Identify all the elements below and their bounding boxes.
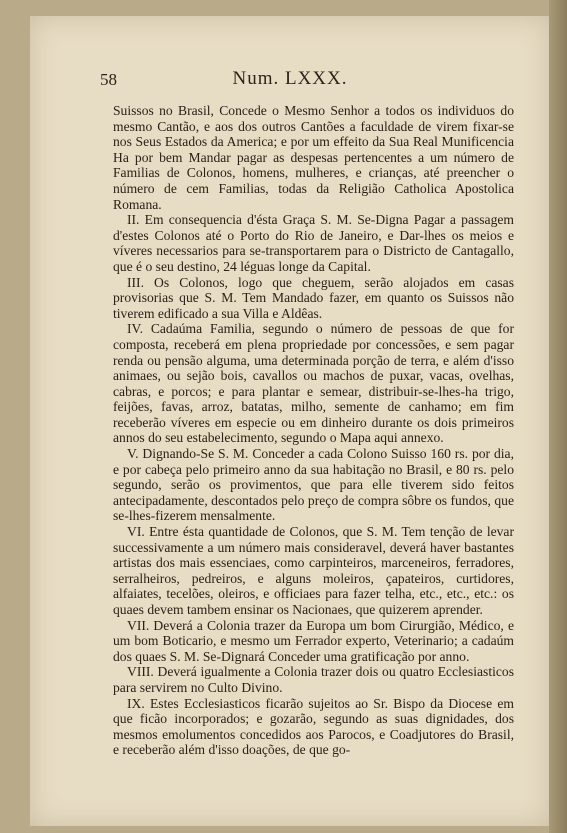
article-ii: II. Em consequencia d'ésta Graça S. M. Se-Digna Pagar a passagem d'estes Colonos até o Porto do Rio de Janeiro, e Dar-lhes os meios e víveres necessarios para se-transportarem para o Districto de Cantagallo, que é o seu destino, 24 léguas longe da Capital. — [113, 212, 514, 274]
running-head: Num. LXXX. — [232, 68, 348, 89]
paragraph-continuation: Suissos no Brasil, Concede o Mesmo Senhor a todos os individuos do mesmo Cantão, e aos dos outros Cantões a faculdade de virem fixar-se nos Seus Estados da America; e por um effeito da Sua Real Munificencia Ha por bem Mandar pagar as despesas pertencentes a um número de Familias de Colonos, homens, mulheres, e crianças, até preencher o número de cem Familias, todas da Religião Catholica Apostolica Romana. — [113, 103, 514, 212]
article-iii: III. Os Colonos, logo que cheguem, serão alojados em casas provisorias que S. M. Tem Mandado fazer, em quanto os Suissos não tiverem edificado a sua Villa e Aldêas. — [113, 274, 514, 321]
binding-gutter — [549, 0, 567, 833]
article-ix: IX. Estes Ecclesiasticos ficarão sujeitos ao Sr. Bispo da Diocese em que ficão incorporados; e gozarão, segundo as suas dignidades, dos mesmos emolumentos concedidos aos Parocos, e Coadjutores do Brasil, e receberão além d'isso doações, de que go- — [113, 695, 514, 758]
article-v: V. Dignando-Se S. M. Conceder a cada Colono Suisso 160 rs. por dia, e por cabeça pelo primeiro anno da sua habitação no Brasil, e 80 rs. pelo segundo, serão os provimentos, que para elle tiverem sido feitos antecipadamente, descontados pelo preço de compra sôbre os fundos, que se-lhes-fizerem mensalmente. — [113, 446, 514, 524]
page-number: 58 — [100, 70, 117, 89]
article-iv: IV. Cadaúma Familia, segundo o número de pessoas de que for composta, receberá em plena propriedade por concessões, e sem pagar renda ou pensão alguma, uma determinada porção de terra, e além d'isso animaes, ou sejão bois, cavallos ou machos de puxar, vacas, ovelhas, cabras, e porcos; e para plantar e semear, distribuir-se-lhes-ha trigo, feijões, favas, arroz, batatas, milho, semente de canhamo; em fim receberão víveres em especie ou em dinheiro durante os dois primeiros annos do seu estabelecimento, segundo o Mapa aqui annexo. — [113, 321, 514, 446]
body-text — [113, 103, 514, 758]
article-vii: VII. Deverá a Colonia trazer da Europa um bom Cirurgião, Médico, e um bom Boticario, e mesmo um Ferrador experto, Veterinario; a cadaúm dos quaes S. M. Se-Dignará Conceder uma gratificação por anno. — [113, 617, 514, 664]
page-header — [100, 66, 480, 92]
article-viii: VIII. Deverá igualmente a Colonia trazer dois ou quatro Ecclesiasticos para servirem no Culto Divino. — [113, 664, 514, 695]
article-vi: VI. Entre ésta quantidade de Colonos, que S. M. Tem tenção de levar successivamente a um número mais consideravel, deverá haver bastantes artistas dos mais essenciaes, como carpinteiros, marceneiros, ferradores, serralheiros, pedreiros, e alguns moleiros, çapateiros, curtidores, alfaiates, tecelões, oleiros, e officiaes para fazer telha, etc., etc., etc.: os quaes devem tambem ensinar os Nacionaes, que quizerem aprender. — [113, 524, 514, 617]
